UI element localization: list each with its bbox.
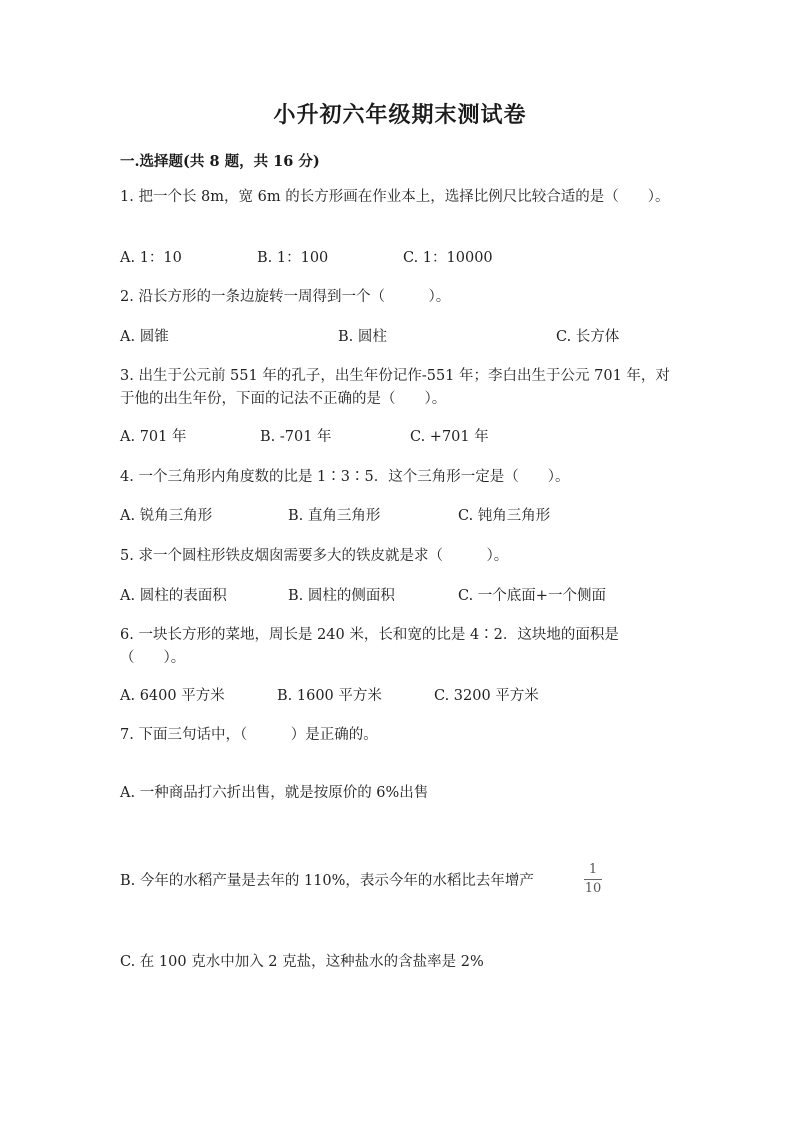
fraction-one-tenth: [582, 862, 604, 897]
question-1-option-b[interactable]: B. 1：100: [257, 250, 329, 266]
question-1-option-c[interactable]: C. 1：10000: [403, 250, 493, 266]
question-3-option-c[interactable]: C. +701 年: [410, 429, 489, 445]
section-heading: 一.选择题(共 8 题，共 16 分): [120, 153, 320, 170]
question-5-option-c[interactable]: C. 一个底面+一个侧面: [458, 588, 606, 604]
exam-title: 小升初六年级期末测试卷: [273, 102, 527, 128]
question-7-option-a[interactable]: A. 一种商品打六折出售，就是按原价的 6%出售: [120, 785, 429, 801]
question-3-option-b[interactable]: B. -701 年: [260, 429, 332, 445]
question-5-options: [120, 585, 680, 607]
question-1-options: [120, 247, 680, 269]
question-6-option-a[interactable]: A. 6400 平方米: [120, 688, 225, 704]
question-6-option-c[interactable]: C. 3200 平方米: [434, 688, 539, 704]
question-4-option-c[interactable]: C. 钝角三角形: [458, 508, 551, 524]
question-5-option-a[interactable]: A. 圆柱的表面积: [120, 588, 227, 604]
question-3-stem: 3. 出生于公元前 551 年的孔子，出生年份记作-551 年；李白出生于公元 701 年，对于他的出生年份，下面的记法不正确的是（ ）。: [120, 368, 670, 407]
question-2-option-a[interactable]: A. 圆锥: [120, 329, 169, 345]
question-2-stem: 2. 沿长方形的一条边旋转一周得到一个（ ）。: [120, 289, 451, 305]
question-6-options: [120, 685, 680, 707]
question-4-option-b[interactable]: B. 直角三角形: [288, 508, 381, 524]
fraction-denominator: 10: [584, 881, 602, 896]
question-6-option-b[interactable]: B. 1600 平方米: [277, 688, 382, 704]
question-3-option-a[interactable]: A. 701 年: [120, 429, 187, 445]
question-7-option-c[interactable]: C. 在 100 克水中加入 2 克盐，这种盐水的含盐率是 2%: [120, 954, 484, 970]
question-6-stem: 6. 一块长方形的菜地，周长是 240 米，长和宽的比是 4∶2．这块地的面积是（ ）。: [120, 627, 619, 666]
fraction-numerator: 1: [588, 862, 598, 877]
question-4-options: [120, 505, 680, 527]
question-5-option-b[interactable]: B. 圆柱的侧面积: [288, 588, 395, 604]
question-4-stem: 4. 一个三角形内角度数的比是 1∶3∶5．这个三角形一定是（ ）。: [120, 469, 570, 485]
question-2-option-c[interactable]: C. 长方体: [556, 329, 620, 345]
question-1-stem: 1. 把一个长 8m，宽 6m 的长方形画在作业本上，选择比例尺比较合适的是（ ）。: [120, 189, 670, 205]
question-5-stem: 5. 求一个圆柱形铁皮烟囱需要多大的铁皮就是求（ ）。: [120, 548, 509, 564]
question-7-option-b[interactable]: B. 今年的水稻产量是去年的 110%，表示今年的水稻比去年增产: [120, 873, 534, 889]
question-2-option-b[interactable]: B. 圆柱: [338, 329, 387, 345]
question-2-options: [120, 326, 680, 348]
fraction-bar: [584, 879, 602, 880]
question-7-stem: 7. 下面三句话中，（ ）是正确的。: [120, 727, 378, 743]
question-1-option-a[interactable]: A. 1：10: [120, 250, 182, 266]
question-4-option-a[interactable]: A. 锐角三角形: [120, 508, 213, 524]
question-3-options: [120, 426, 680, 448]
